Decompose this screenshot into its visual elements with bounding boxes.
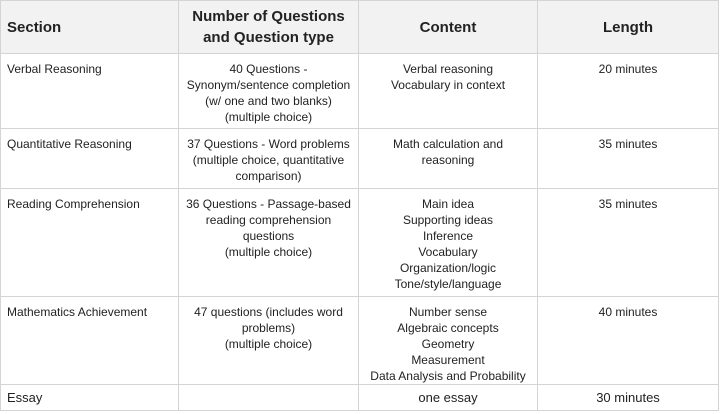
questions-line: questions xyxy=(242,229,295,243)
table-row xyxy=(1,385,719,411)
content-cell xyxy=(359,189,538,297)
questions-cell xyxy=(179,297,359,385)
section-cell: Quantitative Reasoning xyxy=(1,129,179,189)
content-line: reasoning xyxy=(421,153,475,167)
questions-line: Synonym/sentence completion xyxy=(186,78,351,92)
content-line: Measurement xyxy=(411,353,485,367)
section-cell: Verbal Reasoning xyxy=(1,54,179,129)
questions-line: 47 questions (includes word xyxy=(194,305,343,319)
content-cell xyxy=(359,54,538,129)
content-line: Main idea xyxy=(421,197,475,211)
content-line: Verbal reasoning xyxy=(402,62,494,76)
questions-cell xyxy=(179,189,359,297)
content-line: Algebraic concepts xyxy=(397,321,499,335)
content-line: Number sense xyxy=(408,305,488,319)
header-questions-line2: and Question type xyxy=(203,29,334,46)
section-cell: Essay xyxy=(1,385,179,411)
questions-line: 37 Questions - Word problems xyxy=(187,137,350,151)
questions-line: (multiple choice) xyxy=(224,110,313,124)
length-cell: 35 minutes xyxy=(538,129,719,189)
header-content: Content xyxy=(359,1,538,54)
content-line: Organization/logic xyxy=(399,261,497,275)
content-line: Vocabulary xyxy=(418,245,478,259)
header-section: Section xyxy=(1,1,179,54)
content-line: Vocabulary in context xyxy=(390,78,506,92)
questions-line: problems) xyxy=(241,321,296,335)
content-cell xyxy=(359,129,538,189)
header-row xyxy=(1,1,719,54)
content-line: one essay xyxy=(418,390,478,405)
content-line: Math calculation and xyxy=(392,137,504,151)
length-cell: 20 minutes xyxy=(538,54,719,129)
table-row xyxy=(1,129,719,189)
questions-line: (multiple choice, quantitative xyxy=(192,153,345,167)
section-cell: Mathematics Achievement xyxy=(1,297,179,385)
table-row xyxy=(1,54,719,129)
questions-line: (multiple choice) xyxy=(224,245,313,259)
questions-line: (multiple choice) xyxy=(224,337,313,351)
content-line: Data Analysis and Probability xyxy=(370,369,526,383)
questions-cell-empty xyxy=(179,385,359,411)
questions-cell xyxy=(179,54,359,129)
content-line: Supporting ideas xyxy=(402,213,494,227)
questions-line: 36 Questions - Passage-based xyxy=(186,197,351,211)
header-questions-line1: Number of Questions xyxy=(192,8,345,25)
content-line: Geometry xyxy=(421,337,475,351)
table-row xyxy=(1,297,719,385)
questions-cell xyxy=(179,129,359,189)
questions-line: reading comprehension xyxy=(205,213,332,227)
questions-line: (w/ one and two blanks) xyxy=(205,94,332,108)
content-cell xyxy=(359,385,538,411)
content-line: Inference xyxy=(422,229,474,243)
length-cell: 40 minutes xyxy=(538,297,719,385)
length-cell: 30 minutes xyxy=(538,385,719,411)
content-cell xyxy=(359,297,538,385)
length-cell: 35 minutes xyxy=(538,189,719,297)
header-questions xyxy=(179,1,359,54)
header-length: Length xyxy=(538,1,719,54)
questions-line: comparison) xyxy=(235,169,302,183)
table-row xyxy=(1,189,719,297)
questions-line: 40 Questions - xyxy=(229,62,308,76)
section-cell: Reading Comprehension xyxy=(1,189,179,297)
content-line: Tone/style/language xyxy=(394,277,502,291)
